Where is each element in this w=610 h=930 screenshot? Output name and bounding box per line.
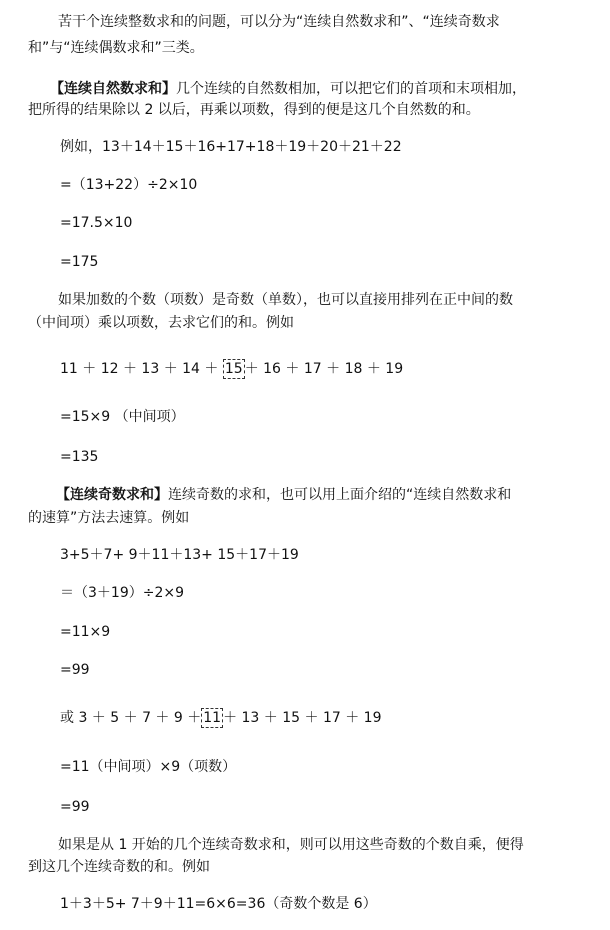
from1-line-2: 到这几个连续奇数的和。例如 (28, 859, 210, 875)
odd-count-line-2: （中间项）乘以项数，去求它们的和。例如 (28, 315, 294, 331)
oddsum-example: 3+5＋7+ 9＋11＋13+ 15＋17＋19 (60, 547, 299, 563)
natural-desc-rest: 几个连续的自然数相加，可以把它们的首项和末项相加， (176, 81, 526, 97)
oddsum-desc-line-1 (56, 485, 511, 505)
middle-term-box: 15 (224, 361, 243, 377)
natural-heading: 【连续自然数求和】 (50, 81, 176, 97)
natural-desc-line-2: 把所得的结果除以 2 以后，再乘以项数，得到的便是这几个自然数的和。 (28, 102, 480, 118)
oddsum-alt-step-2: =99 (60, 799, 90, 815)
natural-desc-line-1 (50, 79, 526, 99)
odd-count-line-1: 如果加数的个数（项数）是奇数（单数），也可以直接用排列在正中间的数 (58, 292, 513, 308)
middle-step-2: =135 (60, 449, 99, 465)
intro-line-2: 和”与“连续偶数求和”三类。 (28, 40, 204, 56)
natural-step-3: =175 (60, 254, 99, 270)
natural-step-1: =（13+22）÷2×10 (60, 177, 198, 193)
oddsum-alt-step-1: =11（中间项）×9（项数） (60, 759, 237, 775)
alt-middle-box: 11 (203, 710, 222, 726)
middle-step-1: =15×9 （中间项） (60, 409, 185, 425)
intro-line-1: 苦干个连续整数求和的问题，可以分为“连续自然数求和”、“连续奇数求 (58, 14, 500, 30)
natural-example: 例如，13＋14＋15＋16+17+18＋19＋20＋21＋22 (60, 139, 402, 155)
natural-step-2: =17.5×10 (60, 215, 133, 231)
middle-term-example (60, 359, 403, 379)
oddsum-desc-line-2: 的速算”方法去速算。例如 (28, 510, 190, 526)
oddsum-step-1: ＝（3＋19）÷2×9 (60, 585, 184, 601)
oddsum-step-3: =99 (60, 662, 90, 678)
from1-example: 1＋3＋5+ 7＋9＋11=6×6=36（奇数个数是 6） (60, 896, 377, 912)
middle-after: ＋ 16 ＋ 17 ＋ 18 ＋ 19 (244, 361, 404, 377)
oddsum-step-2: =11×9 (60, 624, 111, 640)
from1-line-1: 如果是从 1 开始的几个连续奇数求和，则可以用这些奇数的个数自乘，便得 (58, 837, 524, 853)
alt-before: 或 3 ＋ 5 ＋ 7 ＋ 9 ＋ (60, 710, 202, 726)
alt-after: ＋ 13 ＋ 15 ＋ 17 ＋ 19 (223, 710, 382, 726)
middle-before: 11 ＋ 12 ＋ 13 ＋ 14 ＋ (60, 361, 223, 377)
oddsum-alt-example (60, 708, 381, 728)
oddsum-desc-rest: 连续奇数的求和，也可以用上面介绍的“连续自然数求和 (168, 487, 512, 503)
oddsum-heading: 【连续奇数求和】 (56, 487, 168, 503)
